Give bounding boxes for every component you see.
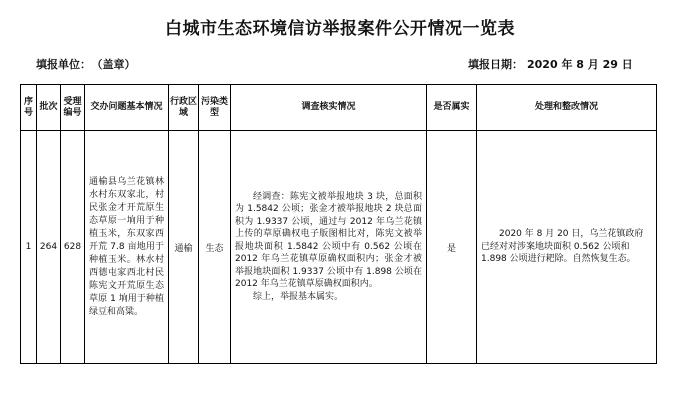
cell-case-no: 628 [61,131,85,364]
reporting-date-value: 2020 年 8 月 29 日 [527,58,633,71]
reporting-unit-label: 填报单位： [36,58,91,71]
header-region: 行政区域 [169,85,199,131]
reporting-unit [36,56,142,72]
header-issue: 交办问题基本情况 [85,85,169,131]
cell-investigation [231,131,427,364]
header-case-no: 受理编号 [61,85,85,131]
header-verdict: 是否属实 [427,85,477,131]
cell-batch: 264 [37,131,61,364]
investigation-paragraph: 经调查：陈宪文被举报地块 3 块，总面积为 1.5842 公顷；张金才被举报地块 2 块总面积为 1.9337 公顷，通过与 2012 年乌兰花镇上传的草原确权电子版图相比对，陈宪文被举报地块面积 1.5842 公顷中有 0.562 公顷在 2012 年乌兰花镇草原确权面积内；张金才被举报地块面积 1.9337 公顷中有 1.898 公顷在 2012 年乌兰花镇草原确权面积内。 [235,191,422,290]
cell-seq: 1 [21,131,37,364]
cell-rectification [477,131,657,364]
header-seq: 序号 [21,85,37,131]
header-batch: 批次 [37,85,61,131]
rectification-paragraph: 2020 年 8 月 20 日，乌兰花镇政府已经对对涉案地块面积 0.562 公顷和 1.898 公顷进行耙除。自然恢复生态。 [481,229,644,265]
table-row [21,131,657,364]
reporting-date-label: 填报日期： [468,58,523,71]
page-title: 白城市生态环境信访举报案件公开情况一览表 [165,19,515,39]
reporting-date [468,56,637,72]
header-rectification: 处理和整改情况 [477,85,657,131]
cell-pollution-type: 生态 [199,131,231,364]
cell-verdict: 是 [427,131,477,364]
header-pollution-type: 污染类型 [199,85,231,131]
table-header-row [21,85,657,131]
cell-issue: 通榆县乌兰花镇林水村东双家北，村民张金才开荒原生态草原一垧用于种植玉米，东双家西开荒 7.8 亩地用于种植玉米。林水村西德屯家西北村民陈宪文开荒原生态草原 1 垧用于种植绿豆和高粱。 [85,131,169,364]
header-investigation: 调查核实情况 [231,85,427,131]
case-table [20,84,657,364]
investigation-conclusion: 综上，举报基本属实。 [253,291,344,302]
reporting-unit-value: （盖章） [97,58,136,71]
cell-region: 通榆 [169,131,199,364]
